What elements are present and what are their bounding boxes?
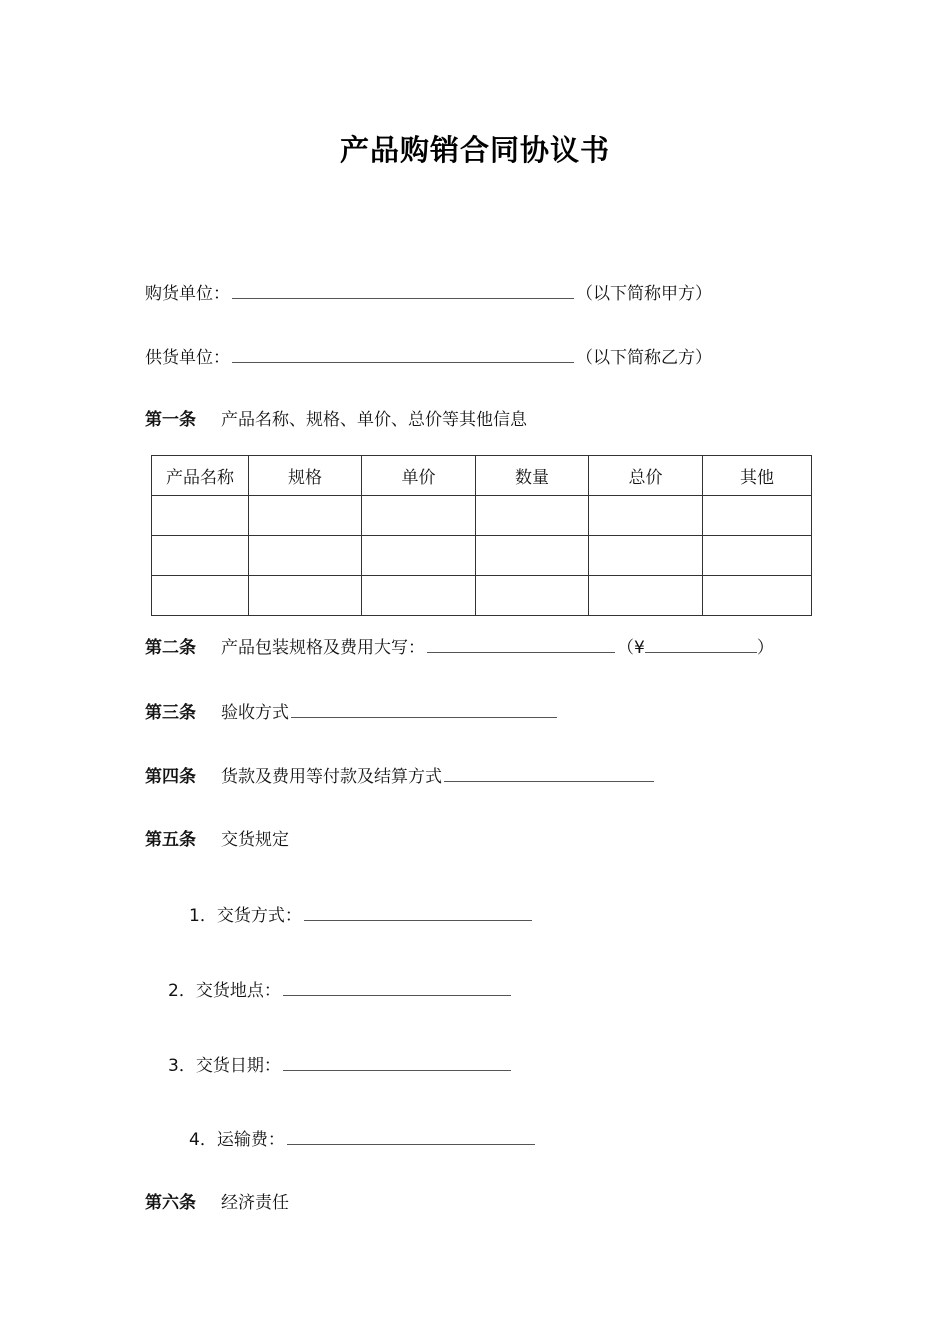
- header-other: 其他: [703, 456, 812, 496]
- table-cell[interactable]: [152, 576, 249, 616]
- table-header-row: [152, 456, 812, 496]
- delivery-item-1-num: 1．: [189, 906, 217, 926]
- header-quantity: 数量: [476, 456, 589, 496]
- article-4-text: 货款及费用等付款及结算方式: [221, 767, 442, 787]
- delivery-item-2-label: 交货地点：: [195, 981, 281, 1001]
- table-cell[interactable]: [703, 536, 812, 576]
- table-cell[interactable]: [703, 576, 812, 616]
- delivery-item-2: [168, 979, 513, 1002]
- article-6: [145, 1192, 289, 1214]
- supplier-line: [145, 346, 712, 369]
- payment-method-blank[interactable]: [444, 765, 654, 782]
- article-6-text: 经济责任: [221, 1193, 289, 1213]
- document-title: 产品购销合同协议书: [339, 133, 610, 167]
- buyer-suffix: （以下简称甲方）: [576, 284, 712, 304]
- product-table: [151, 455, 812, 616]
- article-5-label: 第五条: [145, 830, 196, 850]
- table-cell[interactable]: [476, 536, 589, 576]
- buyer-blank[interactable]: [232, 282, 574, 299]
- table-cell[interactable]: [362, 536, 476, 576]
- delivery-item-1-label: 交货方式：: [216, 906, 302, 926]
- article-6-label: 第六条: [145, 1193, 196, 1213]
- article-1-label: 第一条: [145, 410, 196, 430]
- article-5: [145, 829, 289, 851]
- yen-open: （¥: [617, 638, 645, 658]
- yen-close: ）: [756, 638, 774, 658]
- delivery-item-4: [189, 1128, 537, 1151]
- table-cell[interactable]: [362, 496, 476, 536]
- supplier-suffix: （以下简称乙方）: [576, 348, 712, 368]
- table-cell[interactable]: [589, 536, 703, 576]
- supplier-blank[interactable]: [232, 346, 574, 363]
- article-1-text: 产品名称、规格、单价、总价等其他信息: [221, 410, 527, 430]
- article-4: [145, 765, 656, 788]
- delivery-method-blank[interactable]: [304, 904, 532, 921]
- article-2-text: 产品包装规格及费用大写：: [221, 638, 425, 658]
- delivery-item-3: [168, 1054, 513, 1077]
- table-cell[interactable]: [589, 496, 703, 536]
- table-cell[interactable]: [476, 576, 589, 616]
- delivery-item-1: [189, 904, 534, 927]
- delivery-item-4-label: 运输费：: [216, 1130, 285, 1150]
- table-cell[interactable]: [362, 576, 476, 616]
- table-cell[interactable]: [476, 496, 589, 536]
- freight-cost-blank[interactable]: [287, 1128, 535, 1145]
- delivery-item-3-label: 交货日期：: [195, 1056, 281, 1076]
- delivery-item-4-num: 4．: [189, 1130, 217, 1150]
- article-3: [145, 701, 559, 724]
- inspection-method-blank[interactable]: [291, 701, 557, 718]
- packaging-fee-words-blank[interactable]: [427, 636, 615, 653]
- header-spec: 规格: [249, 456, 362, 496]
- table-cell[interactable]: [249, 536, 362, 576]
- table-cell[interactable]: [249, 576, 362, 616]
- delivery-location-blank[interactable]: [283, 979, 511, 996]
- table-row: [152, 536, 812, 576]
- packaging-fee-amount-blank[interactable]: [645, 636, 757, 653]
- article-2-label: 第二条: [145, 638, 196, 658]
- delivery-date-blank[interactable]: [283, 1054, 511, 1071]
- article-1: [145, 409, 527, 431]
- table-cell[interactable]: [249, 496, 362, 536]
- header-unit-price: 单价: [362, 456, 476, 496]
- table-cell[interactable]: [703, 496, 812, 536]
- buyer-line: [145, 282, 712, 305]
- table-row: [152, 496, 812, 536]
- article-2: [145, 636, 774, 659]
- header-total: 总价: [589, 456, 703, 496]
- header-product-name: 产品名称: [152, 456, 249, 496]
- supplier-label: 供货单位：: [145, 348, 230, 368]
- delivery-item-3-num: 3．: [168, 1056, 196, 1076]
- table-cell[interactable]: [152, 536, 249, 576]
- article-3-label: 第三条: [145, 703, 196, 723]
- table-cell[interactable]: [152, 496, 249, 536]
- article-5-text: 交货规定: [221, 830, 289, 850]
- table-row: [152, 576, 812, 616]
- delivery-item-2-num: 2．: [168, 981, 196, 1001]
- article-4-label: 第四条: [145, 767, 196, 787]
- table-cell[interactable]: [589, 576, 703, 616]
- article-3-text: 验收方式: [221, 703, 289, 723]
- buyer-label: 购货单位：: [145, 284, 230, 304]
